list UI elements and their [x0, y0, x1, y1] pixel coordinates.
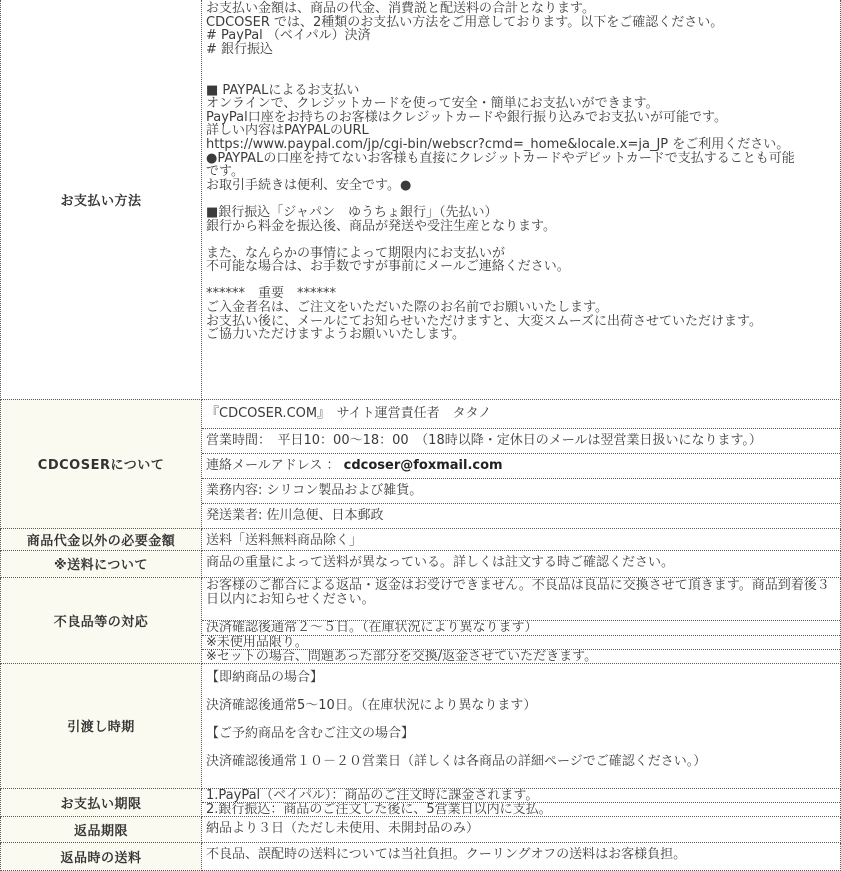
section-content-payment-deadline	[202, 788, 841, 816]
text-line: ■銀行振込「ジャパン ゆうちょ銀行」（先払い）	[206, 204, 498, 220]
blank-line	[206, 274, 836, 288]
text-line: お支払い後に、メールにてお知らせいただけますと、大変スムーズに出荷させていただけます。	[206, 313, 763, 329]
text-line: # PayPal （ベイパル）決済	[206, 28, 371, 44]
text-line: PayPal口座をお持ちのお客様はクレジットカードや銀行振り込みでお支払いが可能です。	[206, 109, 727, 125]
text-line: 不可能な場合は、お手数ですが事前にメールご連絡ください。	[206, 259, 570, 275]
contact-email-address: cdcoser@foxmail.com	[343, 457, 503, 473]
section-content-defective	[202, 577, 841, 663]
blank-line	[206, 233, 836, 247]
text-line: 決済確認後通常１０－２０営業日（詳しくは各商品の詳細ページでご確認ください。）	[206, 753, 707, 769]
text-line: ●PAYPALの口座を持てないお客様も直接にクレジットカードやデビットカードで支払することも可能	[206, 150, 795, 166]
paypal-url-text: https://www.paypal.com/jp/cgi-bin/webscr?cmd=_home&locale.x=ja_JP をご利用ください。	[206, 136, 790, 152]
text-line: です。	[206, 164, 244, 180]
bank-deadline-text: 2.銀行振込：商品のご注文した後に、5営業日以内に支払。	[206, 802, 552, 816]
blank-line	[206, 713, 836, 727]
section-content-return-deadline	[202, 816, 841, 842]
contact-email-line	[202, 454, 840, 479]
shipper-line: 発送業者: 佐川急便、日本郵政	[206, 507, 384, 523]
text-line: ご入金者名は、ご注文をいただいた際のお名前でお願いいたします。	[206, 300, 608, 316]
blank-line	[206, 192, 836, 206]
text-line: # 銀行振込	[206, 41, 274, 57]
section-label-payment-method: お支払い方法	[1, 0, 202, 399]
section-content-extra-fee	[202, 528, 841, 550]
important-heading: ****** 重要 ******	[206, 286, 337, 302]
business-content-line: 業務内容: シリコン製品および雑貨。	[202, 479, 840, 504]
return-deadline-text: 納品より３日（ただし未使用、未開封品のみ）	[206, 820, 480, 836]
site-operator-line: 『CDCOSER.COM』 サイト運営責任者 タタノ	[202, 400, 840, 429]
shipping-note-text: 商品の重量によって送料が異なっている。詳しくは註文する時ご確認ください。	[206, 554, 675, 570]
paypal-deadline-text: 1.PayPal（ベイパル）：商品のご注文時に課金されます。	[202, 789, 840, 803]
text-line: CDCOSER では、2種類のお支払い方法をご用意しております。以下をご確認ください。	[206, 14, 724, 30]
defective-set-note: ※セットの場合、問題あった部分を交換/返金させていただきます。	[206, 649, 598, 663]
blank-line	[206, 56, 836, 70]
extra-fee-text: 送料「送料無料商品除く」	[206, 532, 363, 548]
section-content-shipping-note	[202, 550, 841, 577]
text-line: 詳しい内容はPAYPALのURL	[206, 123, 369, 139]
contact-email-prefix: 連絡メールアドレス ：	[206, 457, 344, 473]
return-shipping-text: 不良品、誤配時の送料については当社負担。クーリングオフの送料はお客様負担。	[206, 846, 687, 862]
section-content-return-shipping	[202, 842, 841, 870]
row-extra-fee	[1, 528, 841, 550]
text-line: お取引手続きは便利、安全です。●	[206, 177, 412, 193]
text-line: 【即納商品の場合】	[206, 669, 324, 685]
section-label-payment-deadline: お支払い期限	[1, 788, 202, 816]
section-content-about	[202, 399, 841, 528]
text-line: ご協力いただけますようお願いいたします。	[206, 327, 465, 343]
section-label-return-deadline: 返品期限	[1, 816, 202, 842]
row-return-shipping	[1, 842, 841, 870]
section-label-delivery-time: 引渡し時期	[1, 663, 202, 788]
section-label-about: CDCOSERについて	[1, 399, 202, 528]
text-line: 決済確認後通常5～10日。（在庫状況により異なります）	[206, 697, 537, 713]
row-return-deadline	[1, 816, 841, 842]
business-hours-line: 営業時間： 平日10：00～18：00 （18時以降・定休日のメールは翌営業日扱いになります。）	[202, 429, 840, 454]
row-shipping-note	[1, 550, 841, 577]
defective-policy-text: お客様のご都合による返品・返金はお受けできません。不良品は良品に交換させて頂きます。商品到着後３日以内にお知らせください。	[202, 578, 840, 621]
text-line: 銀行から料金を振込後、商品が発送や受注生産となります。	[206, 218, 556, 234]
section-label-return-shipping: 返品時の送料	[1, 842, 202, 870]
text-line: オンラインで、クレジットカードを使って安全・簡単にお支払いができます。	[206, 96, 659, 112]
row-defective	[1, 577, 841, 663]
blank-line	[206, 685, 836, 699]
row-about	[1, 399, 841, 528]
defective-processing-time: 決済確認後通常２～５日。（在庫状況により異なります）	[202, 621, 840, 636]
text-line: 【ご予約商品を含むご注文の場合】	[206, 725, 415, 741]
section-label-shipping-note: ※送料について	[1, 550, 202, 577]
defective-unused-note: ※未使用品限り。	[202, 636, 840, 650]
text-line: お支払い金額は、商品の代金、消費説と配送料の合計となります。	[206, 1, 595, 16]
row-payment-deadline	[1, 788, 841, 816]
blank-line	[206, 741, 836, 755]
row-payment-method	[1, 0, 841, 399]
row-delivery-time	[1, 663, 841, 788]
blank-line	[206, 70, 836, 84]
text-line: ■ PAYPALによるお支払い	[206, 82, 360, 98]
section-content-payment-method	[202, 0, 841, 399]
section-label-defective: 不良品等の対応	[1, 577, 202, 663]
section-content-delivery-time	[202, 663, 841, 788]
section-label-extra-fee: 商品代金以外の必要金額	[1, 528, 202, 550]
text-line: また、なんらかの事情によって期限内にお支払いが	[206, 245, 506, 261]
